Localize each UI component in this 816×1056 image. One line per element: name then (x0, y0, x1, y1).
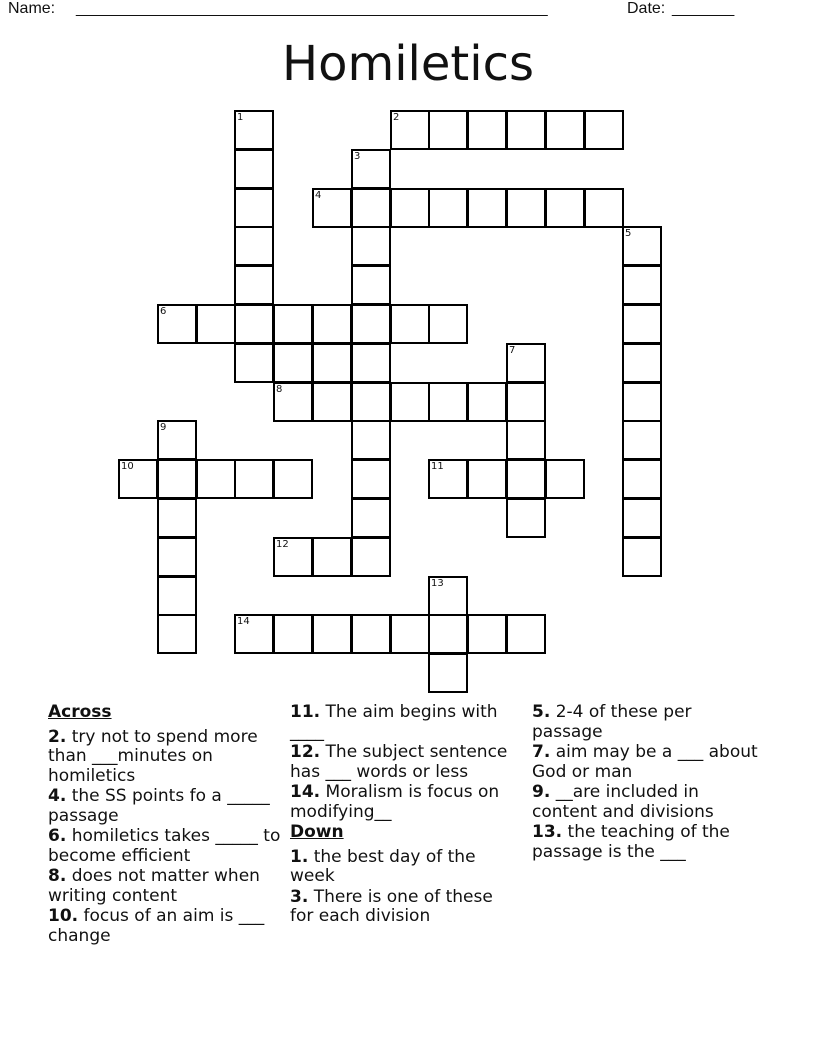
clue-number: 14 (237, 616, 250, 627)
grid-cell[interactable] (273, 382, 313, 422)
grid-cell[interactable] (351, 265, 391, 305)
grid-cell[interactable] (234, 110, 274, 150)
grid-cell[interactable] (196, 304, 236, 344)
grid-cell[interactable] (390, 304, 430, 344)
grid-cell[interactable] (234, 149, 274, 189)
grid-cell[interactable] (312, 343, 352, 383)
grid-cell[interactable] (622, 459, 662, 499)
grid-cell[interactable] (312, 614, 352, 654)
clue-number: 5 (625, 228, 632, 239)
grid-cell[interactable] (467, 459, 507, 499)
grid-cell[interactable] (428, 304, 468, 344)
worksheet-header (0, 0, 816, 24)
grid-cell[interactable] (351, 498, 391, 538)
grid-cell[interactable] (351, 343, 391, 383)
grid-cell[interactable] (273, 304, 313, 344)
clue-across-2[interactable]: 2. try not to spend more than ___minutes on homiletics (48, 726, 258, 786)
clues-column-2 (290, 703, 520, 928)
grid-cell[interactable] (622, 343, 662, 383)
grid-cell[interactable] (428, 614, 468, 654)
grid-cell[interactable] (467, 382, 507, 422)
puzzle-title: Homiletics (282, 36, 534, 92)
grid-cell[interactable] (157, 459, 197, 499)
grid-cell[interactable] (506, 343, 546, 383)
grid-cell[interactable] (428, 382, 468, 422)
grid-cell[interactable] (506, 110, 546, 150)
grid-cell[interactable] (234, 459, 274, 499)
clue-down-1[interactable]: 1. the best day of the week (290, 846, 476, 886)
grid-cell[interactable] (622, 537, 662, 577)
clue-across-6[interactable]: 6. homiletics takes _____ to become efficient (48, 826, 281, 866)
grid-cell[interactable] (351, 537, 391, 577)
grid-cell[interactable] (467, 188, 507, 228)
grid-cell[interactable] (273, 343, 313, 383)
clue-down-13[interactable]: 13. the teaching of the passage is the ___ (532, 822, 730, 862)
grid-cell[interactable] (234, 614, 274, 654)
grid-cell[interactable] (234, 304, 274, 344)
clue-number: 13 (431, 578, 444, 589)
grid-cell[interactable] (506, 382, 546, 422)
grid-cell[interactable] (157, 498, 197, 538)
grid-cell[interactable] (506, 498, 546, 538)
clue-across-14[interactable]: 14. Moralism is focus on modifying__ (290, 782, 500, 822)
clues-column-3 (532, 703, 762, 863)
grid-cell[interactable] (273, 537, 313, 577)
clue-number: 3 (354, 151, 361, 162)
grid-cell[interactable] (312, 382, 352, 422)
grid-cell[interactable] (428, 110, 468, 150)
grid-cell[interactable] (467, 614, 507, 654)
grid-cell[interactable] (351, 304, 391, 344)
name-label: Name: (8, 0, 56, 17)
grid-cell[interactable] (622, 265, 662, 305)
clue-number: 1 (237, 112, 244, 123)
grid-cell[interactable] (506, 420, 546, 460)
grid-cell[interactable] (545, 459, 585, 499)
grid-cell[interactable] (390, 382, 430, 422)
clue-number: 6 (160, 306, 167, 317)
grid-cell[interactable] (351, 149, 391, 189)
clue-across-10[interactable]: 10. focus of an aim is ___ change (48, 906, 265, 946)
clue-across-11[interactable]: 11. The aim begins with ____ (290, 702, 498, 742)
grid-cell[interactable] (234, 188, 274, 228)
grid-cell[interactable] (157, 304, 197, 344)
clue-down-7[interactable]: 7. aim may be a ___ about God or man (532, 742, 758, 782)
clue-down-5[interactable]: 5. 2-4 of these per passage (532, 702, 692, 742)
grid-cell[interactable] (196, 459, 236, 499)
grid-cell[interactable] (157, 537, 197, 577)
clue-across-12[interactable]: 12. The subject sentence has ___ words or less (290, 742, 508, 782)
clues-column-1 (48, 703, 284, 947)
grid-cell[interactable] (622, 498, 662, 538)
clue-across-8[interactable]: 8. does not matter when writing content (48, 866, 260, 906)
grid-cell[interactable] (467, 110, 507, 150)
grid-cell[interactable] (506, 614, 546, 654)
grid-cell[interactable] (273, 459, 313, 499)
grid-cell[interactable] (584, 188, 624, 228)
clue-down-3[interactable]: 3. There is one of these for each division (290, 886, 493, 926)
across-heading: Across (48, 702, 112, 722)
grid-cell[interactable] (351, 188, 391, 228)
grid-cell[interactable] (312, 304, 352, 344)
grid-cell[interactable] (622, 226, 662, 266)
grid-cell[interactable] (506, 459, 546, 499)
grid-cell[interactable] (157, 614, 197, 654)
clue-number: 11 (431, 461, 444, 472)
grid-cell[interactable] (351, 226, 391, 266)
grid-cell[interactable] (312, 537, 352, 577)
grid-cell[interactable] (351, 614, 391, 654)
clue-number: 7 (509, 345, 516, 356)
grid-cell[interactable] (390, 110, 430, 150)
grid-cell[interactable] (118, 459, 158, 499)
clue-number: 2 (393, 112, 400, 123)
grid-cell[interactable] (234, 226, 274, 266)
clue-number: 12 (276, 539, 289, 550)
date-label: Date: (627, 0, 666, 17)
clue-number: 8 (276, 384, 283, 395)
grid-cell[interactable] (545, 188, 585, 228)
grid-cell[interactable] (390, 188, 430, 228)
grid-cell[interactable] (584, 110, 624, 150)
grid-cell[interactable] (428, 576, 468, 616)
name-field[interactable]: _____________________________________________________ (76, 0, 548, 17)
grid-cell[interactable] (622, 304, 662, 344)
clue-number: 9 (160, 422, 167, 433)
grid-cell[interactable] (428, 653, 468, 693)
clue-down-9[interactable]: 9. __are included in content and divisions (532, 782, 714, 822)
grid-cell[interactable] (545, 110, 585, 150)
grid-cell[interactable] (234, 343, 274, 383)
grid-cell[interactable] (351, 382, 391, 422)
grid-cell[interactable] (157, 576, 197, 616)
grid-cell[interactable] (351, 420, 391, 460)
grid-cell[interactable] (273, 614, 313, 654)
grid-cell[interactable] (428, 188, 468, 228)
grid-cell[interactable] (312, 188, 352, 228)
grid-cell[interactable] (390, 614, 430, 654)
grid-cell[interactable] (506, 188, 546, 228)
grid-cell[interactable] (622, 420, 662, 460)
date-field[interactable]: _______ (672, 0, 735, 17)
grid-cell[interactable] (157, 420, 197, 460)
grid-cell[interactable] (351, 459, 391, 499)
grid-cell[interactable] (428, 459, 468, 499)
clue-number: 4 (315, 190, 322, 201)
clue-number: 10 (121, 461, 134, 472)
down-heading: Down (290, 822, 344, 842)
grid-cell[interactable] (622, 382, 662, 422)
grid-cell[interactable] (234, 265, 274, 305)
clue-across-4[interactable]: 4. the SS points fo a _____ passage (48, 786, 270, 826)
